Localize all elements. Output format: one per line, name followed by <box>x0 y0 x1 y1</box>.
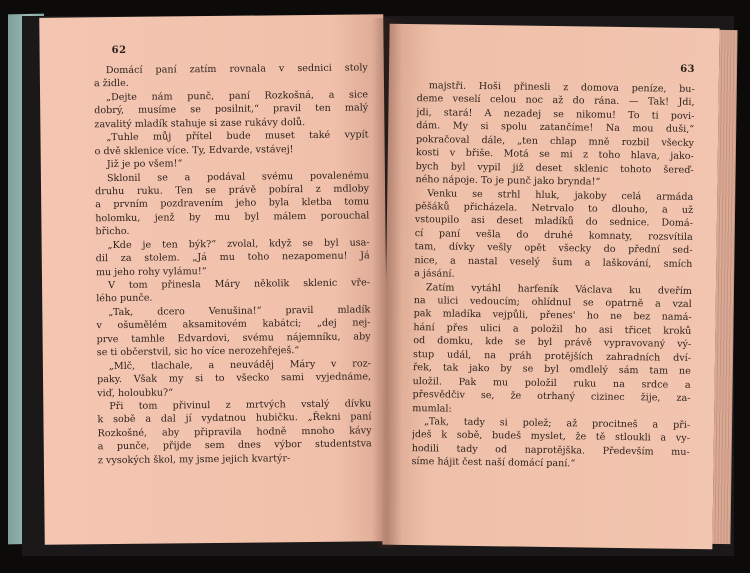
text-line: „Tak, tady si polež; až procitneš a při- <box>424 416 691 431</box>
text-line: na ulici vedoucím; ohlídnul se opatrně a vzal <box>413 295 692 310</box>
text-line: Zatím vytáhl harfeník Václava ku dveřím <box>425 281 693 297</box>
text-line: z vysokých škol, my jsme jejich kvartýr- <box>97 452 291 466</box>
text-line: břicho. <box>95 226 130 238</box>
text-line: a prvním pozdravením jeho byla kletba tomu <box>95 196 370 211</box>
text-line: vstoupilo asi deset mladíků do sednice. Domá- <box>414 214 693 230</box>
text-line: kosti v břiše. Motá se mi z toho hlava, jako- <box>415 147 694 163</box>
text-line: a jásání. <box>414 268 455 280</box>
text-line: „Mlč, tlachale, a neuváděj Máry v roz- <box>108 357 371 372</box>
text-line: „Dejte nám punč, paní Rozkošná, a sice <box>106 89 369 103</box>
text-line: prve tamhle Edvardovi, svému nájemníku, aby <box>96 331 371 345</box>
text-line: řek, tak jako by se byl omdlelý sám tam ne <box>412 362 691 378</box>
text-line: hání přes ulici a položil ho asi třicet kroků <box>413 321 692 337</box>
text-line: Při tom přivinul z mrtvých vstalý dívku <box>109 398 372 413</box>
text-line: holomku, jenž by mu byl málem porouchal <box>95 210 370 225</box>
text-line: pak mladíka vejpůli, přenes' ho ne bez namá- <box>413 308 692 324</box>
text-line: dám. My si spolu zatančíme! Na mou duši,“ <box>416 120 695 136</box>
text-line: Domácí paní zatím rovnala v sednici stoly <box>105 62 368 77</box>
right-page <box>382 24 719 550</box>
page-number-right: 63 <box>680 63 696 75</box>
text-line: pokračoval dále, „ten chlap mně rozbil všecky <box>415 133 695 149</box>
text-line: Již je po všem!“ <box>106 158 183 171</box>
text-line: přesvědčiv se, že otrhaný cizinec žije, za- <box>412 389 691 405</box>
text-line: majstři. Hoši přinesli z domova peníze, bu- <box>428 80 695 95</box>
text-line: a židle. <box>93 78 129 90</box>
text-line: nice, a nastal veselý šum a laškování, smích <box>414 254 693 270</box>
text-line: mumlal: <box>412 402 452 415</box>
text-line: viď, holoubku?“ <box>97 386 174 399</box>
text-line: „Tuhle můj přítel bude muset také vypít <box>106 129 369 144</box>
left-page-text <box>94 61 372 467</box>
text-line: stup udál, na práh protějších zahradních dví- <box>412 348 692 364</box>
text-line: mu jeho rohy vylámu!“ <box>95 265 207 278</box>
text-line: ného nápoje. To je punč jako brynda!“ <box>415 174 601 188</box>
text-line: v ošumělém aksamitovém kabátci; „dej nej- <box>96 317 371 332</box>
text-line: V tom přinesla Máry několik sklenic vře- <box>108 277 371 292</box>
text-line: Sklonil se a podával svému povalenému <box>106 169 369 184</box>
text-line: deme veselí celou noc až do rána. — Tak! Jdi, <box>416 93 695 109</box>
text-line: k sobě a dal jí vydatnou hubičku. „Řekni paní <box>97 411 372 426</box>
text-line: dil za stolem. „Já mu toho nezapomenu! Já <box>95 250 370 265</box>
text-line: a punče, přijde sem dnes výbor studentstva <box>97 438 372 453</box>
text-line: Venku se strhl hluk, jakoby celá armáda <box>427 187 694 203</box>
text-line: paky. Však my si to všecko sami vyjednáme, <box>96 371 372 386</box>
right-page-text <box>411 79 694 473</box>
text-line: bych byl vypil již deset sklenic tohoto šereď- <box>415 160 694 176</box>
text-line: zavalitý mladík stahuje si zase rukávy dolů. <box>94 116 306 130</box>
text-line: od domku, kde se byl právě vypravovaný vý- <box>413 335 692 351</box>
text-line: Rozkošné, aby připravila hodně mnoho kávy <box>97 425 372 440</box>
text-line: cí paní vešla do druhé komnaty, rozsvítila <box>414 227 693 243</box>
text-line: se ti občerstvil, sic ho více nerozehřeješ.“ <box>96 345 300 359</box>
text-line: hodili tady od naprotějška. Především mu- <box>411 442 690 458</box>
text-line: „Kde je ten býk?“ zvolal, když se byl usa- <box>107 237 370 251</box>
text-line: „Tak, dcero Venušina!“ pravil mladík <box>108 304 371 318</box>
text-line: jdi, stará! A nezadej se nikomu! To ti povi- <box>416 106 695 122</box>
text-line: pěšáků přicházela. Netrvalo to dlouho, a už <box>415 201 694 216</box>
text-line: uložil. Pak mu položil ruku na srdce a <box>412 375 691 391</box>
text-line: jdeš k sobě, budeš myslet, že tě stloukli a vy- <box>411 429 690 445</box>
text-line: druhu ruku. Ten se právě pobíral z mdloby <box>95 183 370 198</box>
text-line: síme hájit čest naší domácí paní.“ <box>411 456 576 470</box>
page-number-left: 62 <box>111 44 127 57</box>
text-line: lého punče. <box>96 293 153 305</box>
text-line: tam, dívky vešly opět všecky do přední sed- <box>414 241 693 257</box>
text-line: dobrý, musíme se posilnit,“ pravil ten malý <box>94 102 369 117</box>
left-page <box>39 14 388 545</box>
text-line: o dvě sklenice více. Ty, Edvarde, vstávej! <box>94 143 294 157</box>
